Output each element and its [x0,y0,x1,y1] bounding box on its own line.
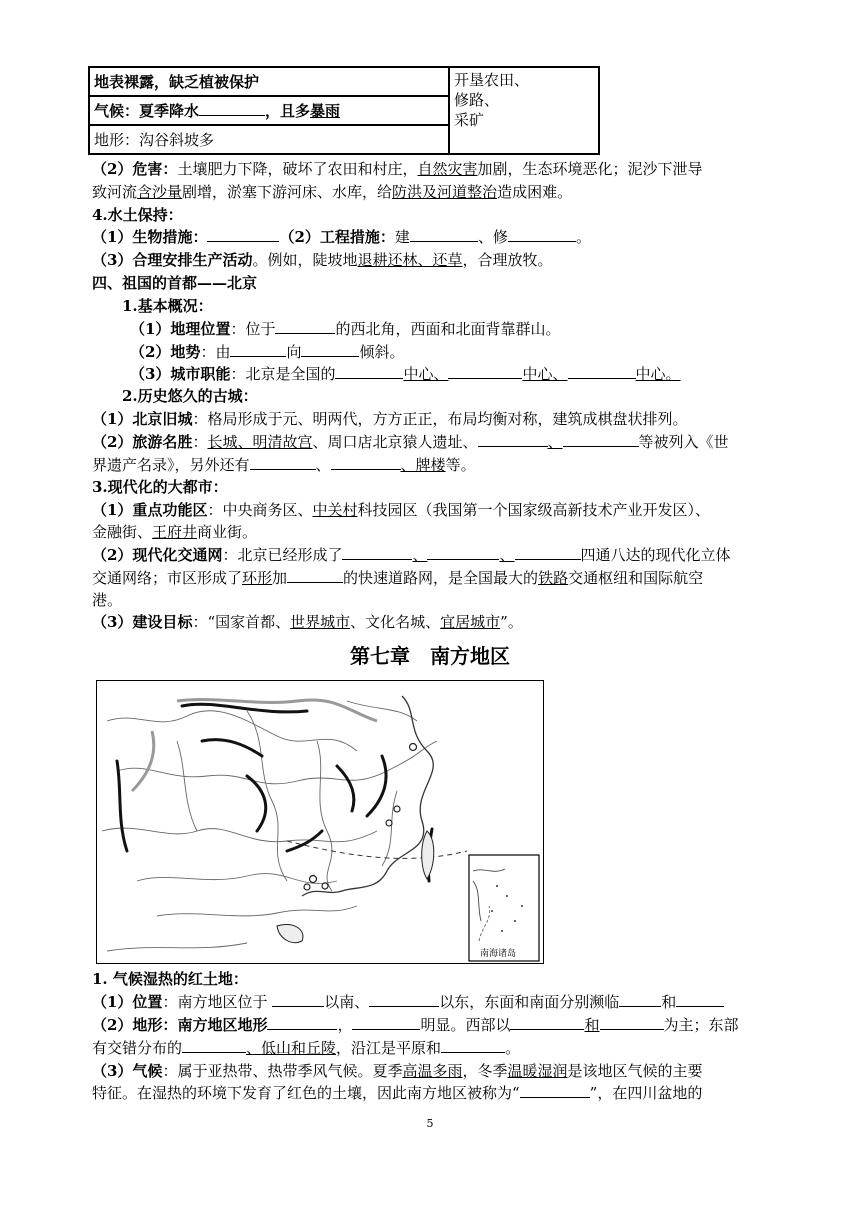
blank-field[interactable] [335,364,403,379]
blank-field[interactable] [448,364,522,379]
blank-field[interactable] [510,1015,584,1030]
blank-field[interactable] [272,992,324,1007]
conservation-heading: 4.水土保持： [92,206,183,224]
beijing-goal: （3）建设目标：“国家首都、世界城市、文化名城、宜居城市”。 [92,613,523,631]
harm-line-2: 致河流含沙量剧增，淤塞下游河床、水库，给防洪及河道整治造成困难。 [92,183,573,201]
blank-field[interactable] [287,568,343,583]
beijing-modern-heading: 3.现代化的大都市： [92,478,228,496]
beijing-tourism-2: 界遗产名录》，另外还有 、 、牌楼等。 [92,456,476,474]
table-cell-climate: 气候：夏季降水 ，且多暴雨 [89,96,449,125]
blank-field[interactable] [568,364,636,379]
blank-field[interactable] [207,227,279,242]
blank-field[interactable] [478,432,548,447]
blank-field[interactable] [520,1083,590,1098]
blank-field[interactable] [676,992,724,1007]
blank-field[interactable] [342,545,412,560]
beijing-terrain: （2）地势：由 向 倾斜。 [130,343,405,361]
blank-field[interactable] [427,545,499,560]
south-china-map [96,680,544,964]
blank-field[interactable] [331,455,401,470]
blank-field[interactable] [563,432,639,447]
blank-field[interactable] [267,1015,337,1030]
south-climate-1: （3）气候：属于亚热带、热带季风气候。夏季高温多雨，冬季温暖湿润是该地区气候的主要 [92,1062,703,1080]
blank-field[interactable] [301,342,359,357]
blank-field[interactable] [182,1038,246,1053]
beijing-zones-2: 金融街、王府井商业街。 [92,523,258,541]
beijing-traffic-1: （2）现代化交通网：北京已经形成了 、 、 四通八达的现代化立体 [92,546,731,564]
south-climate-2: 特征。在湿热的环境下发育了红色的土壤，因此南方地区被称为“ ”，在四川盆地的 [92,1084,703,1102]
soil-erosion-causes-table [88,66,600,155]
harm-line-1: （2）危害：土壤肥力下降，破坏了农田和村庄，自然灾害加剧，生态环境恶化；泥沙下泄导 [92,160,703,178]
blank-field[interactable] [508,227,576,242]
beijing-traffic-3: 港。 [92,591,123,609]
table-cell-terrain: 地形：沟谷斜坡多 [89,125,449,154]
blank-field[interactable] [369,992,439,1007]
conservation-measures: （1）生物措施： （2）工程措施：建 、修 。 [92,228,591,246]
south-position: （1）位置：南方地区位于 以南、 以东，东面和南面分别濒临 和 [92,991,724,1013]
blank-field[interactable] [619,992,661,1007]
blank-field[interactable] [410,227,478,242]
blank-field[interactable] [230,342,286,357]
page-number: 5 [426,1117,434,1130]
beijing-history-heading: 2.历史悠久的古城： [122,387,258,405]
blank-field[interactable] [352,1015,420,1030]
beijing-heading: 四、祖国的首都——北京 [92,274,258,292]
table-cell-human-factors: 开垦农田、 修路、 采矿 [449,67,599,154]
beijing-functions: （3）城市职能：北京是全国的 中心、 中心、 中心。 [130,365,681,383]
conservation-production: （3）合理安排生产活动。例如，陡坡地退耕还林、还草，合理放牧。 [92,251,553,269]
blank-field[interactable] [275,319,335,334]
table-cell-vegetation: 地表裸露，缺乏植被保护 [89,67,449,96]
south-heading: 1. 气候湿热的红土地： [92,970,248,988]
blank-field[interactable] [199,101,265,116]
chapter-title: 第七章 南方地区 [350,644,510,668]
blank-field[interactable] [250,455,316,470]
beijing-tourism-1: （2）旅游名胜：长城、明清故宫、周口店北京猿人遗址、 、 等被列入《世 [92,433,729,451]
beijing-overview: 1.基本概况： [122,297,213,315]
beijing-location: （1）地理位置：位于 的西北角，西面和北面背靠群山。 [130,320,561,338]
beijing-old-city: （1）北京旧城：格局形成于元、明两代，方方正正，布局均衡对称，建筑成棋盘状排列。 [92,410,688,428]
map-graphic [97,681,543,963]
inset-label: 南海诸岛 [480,946,516,959]
south-terrain-2: 有交错分布的 、低山和丘陵，沿江是平原和 。 [92,1039,521,1057]
blank-field[interactable] [600,1015,664,1030]
south-terrain-1: （2）地形：南方地区地形 ， 明显。西部以 和 为主；东部 [92,1016,739,1034]
blank-field[interactable] [515,545,581,560]
beijing-traffic-2: 交通网络；市区形成了环形加 的快速道路网，是全国最大的铁路交通枢纽和国际航空 [92,569,704,587]
blank-field[interactable] [441,1038,505,1053]
beijing-zones-1: （1）重点功能区：中央商务区、中关村科技园区（我国第一个国家级高新技术产业开发区）、 [92,501,710,519]
